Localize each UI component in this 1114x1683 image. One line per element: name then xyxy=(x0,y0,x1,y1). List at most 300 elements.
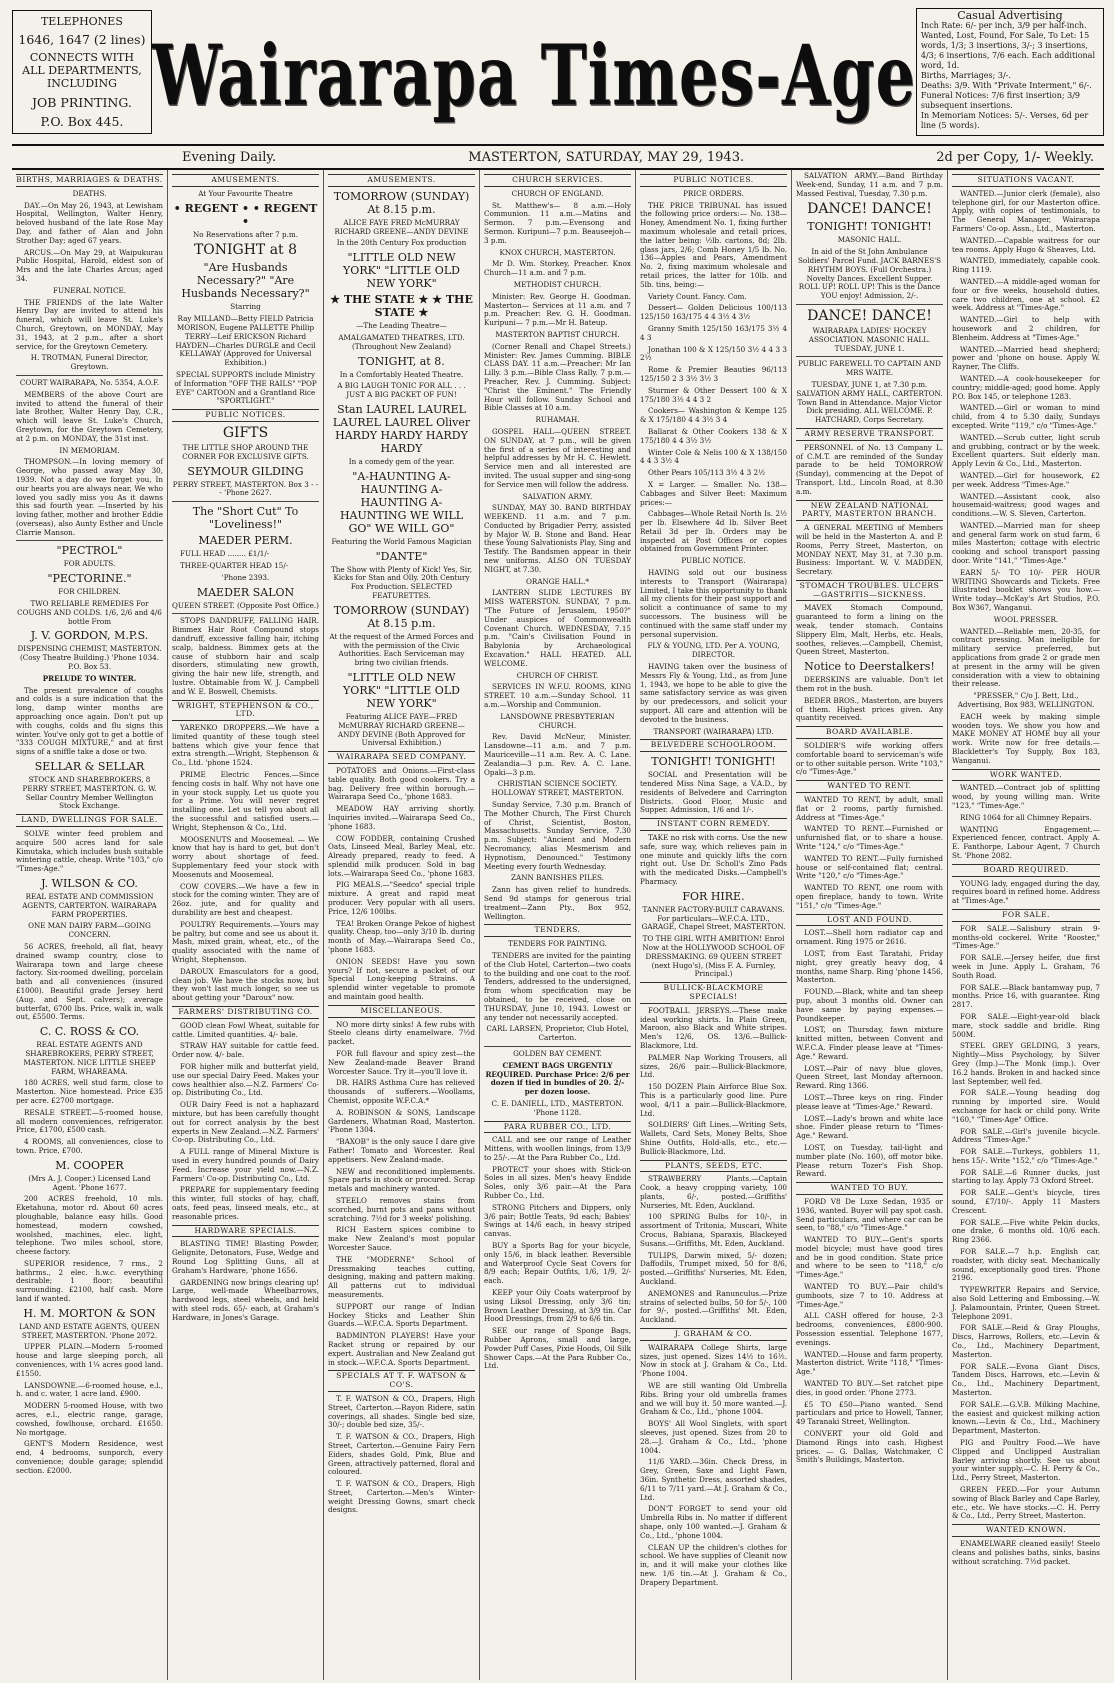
ad-line: QUEEN STREET. (Opposite Post Office.) xyxy=(172,600,319,610)
subheading: ONE MAN DAIRY FARM—GOING CONCERN. xyxy=(28,921,151,940)
notice: WANTED.—Assistant cook, also housemaid-waitress; good wages and conditions.—W. S. Sleven, Carterton. xyxy=(952,491,1100,519)
notice: RICH Eastern spices combine to make New Zealand's most popular Worcester Sauce. xyxy=(328,1225,475,1252)
ad-headline: TONIGHT! TONIGHT! xyxy=(807,220,932,234)
notice: St. Matthew's— 8 a.m.—Holy Communion. 11 a.m.—Matins and Sermon. 7 p.m.—Evensong and Sermon. Kuripuni—7 p.m. Beauseejoh—3 p.m. xyxy=(484,200,631,245)
notice: SOLVE winter feed problem and acquire 500 acres land for sale Kimutaka, which includes bush suitable wintering cattle, cheap. Write "103," c/o "Times-Age." xyxy=(16,829,163,874)
notice: CLEAN UP the children's clothes for school. We have supplies of Cleanit now in, and it will make your clothes like new. 1/6 tin.—At J. Graham & Co., Drapery Department. xyxy=(640,1542,787,1587)
notice: CALL and see our range of Leather Mittens, with woollen linings, from 13/9 to 25/-.—At the Para Rubber Co., Ltd. xyxy=(484,1135,631,1162)
price-table-row: Cookers— Washington & Kempe 125 & X 175/180 4 4 3½ 3 4 xyxy=(640,406,787,425)
notice: WANTED.—Capable waitress for our tea rooms. Apply Hugo & Sheaves, Ltd. xyxy=(952,235,1100,254)
notice: WANTED.—House and farm property. Masterton district. Write "118," "Times-Age." xyxy=(796,1349,943,1377)
telephones-box xyxy=(12,10,152,134)
notice: MAVEX Stomach Compound, guaranteed to form a lining on the weak, tender stomach. Contains Slippery Elm, Malt, Herbs, etc. Heals, soothes, relieves.—Campbell, Chemist, Queen Street, Masterton. xyxy=(796,603,943,657)
subheading: PUBLIC NOTICE. xyxy=(681,556,746,566)
ad-line: THE LITTLE SHOP AROUND THE CORNER FOR EXCLUSIVE GIFTS. xyxy=(182,442,309,461)
notice: LOST, on Tuesday, tail-light and number plate (No. 160), off motor bike. Please return Tozer's Fish Shop. Reward. xyxy=(796,1142,943,1179)
ad-headline: DANCE! DANCE! xyxy=(807,307,932,324)
notice: C. E. DANIELL, LTD., MASTERTON. 'Phone 1128. xyxy=(491,1098,624,1117)
notice: TYPEWRITER Repairs and Service, also Sold Lettering and Embossing.—W. J. Palamountain, Printer, Queen Street. Telephone 2091. xyxy=(952,1285,1100,1321)
section-heading: BULLICK-BLACKMORE SPECIALS! xyxy=(640,982,787,1004)
ad-headline: TONIGHT at 8 xyxy=(193,242,298,259)
notice: NEW and reconditioned implements. Spare parts in stock or procured. Scrap metals and machinery wanted. xyxy=(328,1166,475,1194)
notice: DEERSKINS are valuable. Don't let them rot in the bush. xyxy=(796,675,943,694)
section-heading: CHURCH SERVICES. xyxy=(484,174,631,187)
section-heading: FARMERS' DISTRIBUTING CO. xyxy=(172,1006,319,1019)
dateline-right: 2d per Copy, 1/- Weekly. xyxy=(936,150,1094,165)
section-heading: WAIRARAPA SEED COMPANY. xyxy=(328,751,475,764)
notice: YOUNG lady, engaged during the day, requires board in refined home. Address at "Times-Age." xyxy=(952,878,1100,906)
price-table-row: Rome & Premier Beauties 96/113 125/150 2 3 3½ 3½ 3 xyxy=(640,365,787,383)
subheading: MASTERTON BAPTIST CHURCH. xyxy=(495,329,620,339)
notice: STEEL GREY GELDING, 3 years, Nightly—Miss Psychology, by Silver Grey (Imp.)—The Monk (imp.). Over 16.2 hands. Broken in and hacked since last September, well fed. xyxy=(952,1041,1100,1086)
subheading: CHURCH OF CHRIST. xyxy=(516,670,599,680)
notice: BUY a Sports Bag for your bicycle, only 15/6, in black leather. Reversible and Waterproof Cycle Seat Covers for 8/9 each; Repair Outfits, 1/6, 1/9, 2/- each. xyxy=(484,1241,631,1286)
notice: FOR full flavour and spicy zest—the New Zealand-made Beaver Brand Worcester Sauce. Try it—you'll love it. xyxy=(328,1049,475,1076)
ad-line: —The Leading Theatre— xyxy=(356,321,447,331)
notice: FLY & YOUNG, LTD. Per A. YOUNG, DIRECTOR. xyxy=(647,641,780,660)
notice: BADMINTON PLAYERS! Have your Racket strung or repaired by our expert. Australian and New Zealand gut in stock.—W.F.C.A. Sports Department. xyxy=(328,1331,475,1367)
subheading: COURT WAIRARAPA, No. 5354, A.O.F. xyxy=(19,377,160,387)
ad-headline: ★ THE STATE ★ ★ THE STATE ★ xyxy=(330,293,473,320)
dateline-center: MASTERTON, SATURDAY, MAY 29, 1943. xyxy=(468,150,745,165)
notice: WANTED TO RENT.—Furnished or unfurnished flat, or to share a house. Write "124," c/o "Times-Age." xyxy=(796,824,943,852)
notice: GOOD clean Fowl Wheat, suitable for cattle. Limited quantities. 4/- bale. xyxy=(172,1020,319,1039)
notice: PERSONNEL of No. 13 Company L. of C.M.T. are reminded of the Sunday parade to be held TOMORROW (Sunday), commencing at the Depot of Transport, Ltd., Lincoln Road, at 8.30 a.m. xyxy=(796,442,943,496)
ad-line: In the 20th Century Fox production xyxy=(336,238,467,248)
notice: FOR SALE.—Evona Giant Discs, Tandem Discs, Harrows, etc.—Levin & Co., Ltd., Machinery Department, Masterton. xyxy=(952,1361,1100,1398)
ad-headline: SELLAR & SELLAR xyxy=(34,760,145,774)
notice: STRONG Pitchers and Dippers, only 3/6 pair; Bottle Teats, 9d each; Babies' Swings at 14/6 each, in heavy striped canvas. xyxy=(484,1202,631,1239)
ad-headline: "PECTROL" xyxy=(56,544,123,558)
notice: THE PRICE TRIBUNAL has issued the following price orders:— No. 138—Honey, Amendment No. 1, fixing further maximum wholesale and retail prices, the latter being: ½lb. cartons, 8d; 2lb. glass jars, 2/6; Comb Honey 1/5 lb. No. 136—Apples and Pears, Amendment No. 2, fixing maximum wholesale and retail prices, the latter for 10lb. and 5lb. tins, being:— xyxy=(640,200,787,289)
notice: LOST.—Pair of navy blue gloves, Queen Street, last Monday afternoon. Reward. Ring 1366. xyxy=(796,1063,943,1091)
masthead xyxy=(12,6,1104,146)
subheading: KNOX CHURCH, MASTERTON. xyxy=(499,247,616,257)
notice: Mr D. Wm. Storkey, Preacher. Knox Church—11 a.m. and 7 p.m. xyxy=(484,259,631,278)
ad-line: The Show with Plenty of Kick! Yes, Sir, Kicks for Stan and Olly. 20th Century Fox Production. SELECTED FEATURETTES. xyxy=(330,564,473,600)
column-6 xyxy=(792,170,948,1680)
ad-headline: TONIGHT, at 8. xyxy=(358,354,445,368)
notice: WANTING Engagement.—Experienced fencer, contract. Apply A. E. Fanthorpe, Labour Agent, 7 Church St. 'Phone 2082. xyxy=(952,824,1100,860)
ad-line: Featuring ALICE FAYE—FRED McMURRAY RICHARD GREENE—ANDY DEVINE (Both Approved for Universal Exhibition.) xyxy=(337,711,466,748)
price-table-row: Sturmer & Other Dessert 100 & X 175/180 3½ 4 4 3 2 xyxy=(640,385,787,404)
notice: 200 ACRES freehold, 10 mls. Eketahuna, motor rd. About 60 acres ploughable, balance easy hills. Good homestead, modern cowshed, woolshed, machines, elec. light, telephone. Two miles school, store, cheese factory. xyxy=(16,1194,163,1257)
ad-headline: "DANTE" xyxy=(375,549,428,563)
price-table-row: Other Pears 105/113 3½ 4 3 2½ xyxy=(648,468,766,478)
notice: WANTED.—Girl or woman to mind child, from 4 to 5.30 daily, Sundays excepted. Write "119," c/o "Times-Age." xyxy=(952,403,1100,430)
section-heading: SPECIALS AT T. F. WATSON & CO'S. xyxy=(328,1370,475,1392)
dateline-left: Evening Daily. xyxy=(182,150,277,165)
notice: YARENKO DROPPERS.—We have a limited quantity of these tough steel battens which give your fence that extra strength.—Wright, Stephenson & Co., Ltd. 'phone 1524. xyxy=(172,723,319,768)
subheading: RUHAMAH. xyxy=(535,415,580,425)
subheading: PRICE ORDERS. xyxy=(683,188,744,198)
notice: FOR SALE.—7 h.p. English car, roadster, with dicky seat. Mechanically sound, exceptionally good tires. 'Phone 2196. xyxy=(952,1247,1100,1283)
notice: HAVING taken over the business of Messrs Fly & Young, Ltd., as from June 1, 1943, we hope to be able to give the same satisfactory service as was given by our predecessors, and solicit your support. All care and attention will be devoted to the business. xyxy=(640,662,787,724)
ad-line: STOCK AND SHAREBROKERS, 8 PERRY STREET, MASTERTON. G. W. Sellar Country Member Wellington Stock Exchange. xyxy=(22,775,157,811)
notice: DAY.—On May 26, 1943, at Lewisham Hospital, Wellington, Walter Henry, beloved husband of the late Rose May Day, and father of Alan and John Strother Day; aged 67 years. xyxy=(16,200,163,245)
price-table-row: Winter Cole & Nelis 100 & X 138/150 4 4 3 3½ 4 xyxy=(640,447,787,466)
ad-line: REAL ESTATE AND COMMISSION AGENTS, CARTERTON. WAIRARAPA FARM PROPERTIES. xyxy=(22,892,157,919)
ad-line: LAND AND ESTATE AGENTS, QUEEN STREET, MASTERTON. 'Phone 2072. xyxy=(19,1321,160,1340)
notice: WANTED TO BUY.—Pair child's gumboots, size 7 to 10. Address at "Times-Age." xyxy=(796,1282,943,1309)
notice: TULIPS, Darwin mixed, 5/- dozen; Daffodils, Trumpet mixed, 50 for 8/6, posted.—Griffiths' Nurseries, Mt. Eden, Auckland. xyxy=(640,1250,787,1287)
casual-line: Funeral Notices: 7/6 first insertion; 3/9 subsequent insertions. xyxy=(920,91,1080,110)
ad-line: Ray MILLAND—Betty FIELD Patricia MORISON, Eugene PALLETTE Phillip TERRY—Leif ERICKSON Richard HAYDEN—Charles DURGLE and Cecil KELLAWAY (Approved for Universal Exhibition.) xyxy=(175,314,316,368)
price-table-row: Ballarat & Other Cookers 138 & X 175/180 4 4 3½ 3½ xyxy=(640,426,787,445)
notice: WAIRARAPA LADIES' HOCKEY ASSOCIATION. MASONIC HALL. TUESDAY, JUNE 1. xyxy=(808,325,931,353)
notice: FOR SALE.—Eight-year-old black mare, stock saddle and bridle. Ring 500M. xyxy=(952,1011,1100,1039)
notice: FOR SALE.—Jersey heifer, due first week in June. Apply L. Graham, 76 South Road. xyxy=(952,953,1100,980)
notice: ANEMONES and Ranunculus.—Prize strains of selected bulbs, 50 for 5/-, 100 for 9/-, posted.—Griffiths' Mt. Eden, Auckland. xyxy=(640,1288,787,1325)
section-heading: BOARD REQUIRED. xyxy=(952,864,1100,877)
section-heading: J. GRAHAM & CO. xyxy=(640,1328,787,1341)
phone-title: TELEPHONES xyxy=(40,15,123,29)
film-title: "LITTLE OLD NEW YORK" "LITTLE OLD NEW YORK" xyxy=(343,251,460,291)
notice: DON'T FORGET to send your old Umbrella Ribs in. No matter if different shape, only 100 wanted.—J. Graham & Co., Ltd., 'phone 1004. xyxy=(640,1504,787,1540)
notice: A GENERAL MEETING of Members will be held in the Masterton A. and P. Rooms, Perry Street, Masterton, on MONDAY NEXT, May 31, at 7.30 p.m. Business: Important. W. V. MADDEN, Secretary. xyxy=(796,523,943,577)
notice: MODERN 5-roomed House, with two acres, e.l., electric range, garage, cowshed, fowlhouse, orchard. £1650. No mortgage. xyxy=(16,1401,163,1437)
notice: FOR SALE.—G.V.B. Milking Machine, the easiest and quickest milking action known.—Levin & Co., Ltd., Machinery Department, Masterton. xyxy=(952,1399,1100,1436)
notice: 11/6 YARD.—36in. Check Dress, in Grey, Green, Saxe and Light Fawn, 36in. Synthetic Dress, assorted shades, 6/11 to 7/11 yard.—At J. Graham & Co., Ltd. xyxy=(640,1457,787,1502)
ad-line: At the request of the Armed Forces and with the permission of the Civic Authorities. Each Serviceman may bring two civilian friends. xyxy=(329,631,474,668)
notice: ENAMELWARE cleaned easily! Steelo cleans and polishes baths, sinks, basins without scratching. 7½d packet. xyxy=(952,1538,1100,1566)
casual-line: Wanted, Lost, Found, For Sale, To Let: 15 words, 1/3; 3 insertions, 3/-; 3 insertions, 4/3; 6 insertions, 7/6 each. Each additional word, 1d. xyxy=(920,31,1096,70)
ad-line: In a comedy gem of the year. xyxy=(348,456,455,466)
notice: STOPS DANDRUFF, FALLING HAIR. Bimmex Hair Root Compound stops dandruff, excessive falling hair, itching scalp, baldness. Bimmex gets at the cause of stubborn hair and scalp disorders, stimulating new growth, giving the hair new life, strength, and lustre. Obtainable from W. J. Campbell and W. E. Boswell, Chemists. xyxy=(172,616,319,696)
phone-connects: CONNECTS WITH ALL DEPARTMENTS, INCLUDING xyxy=(22,51,142,91)
ad-line: A BIG LAUGH TONIC FOR ALL . . . JUST A BIG PACKET OF FUN! xyxy=(337,381,466,400)
notice: The present prevalence of coughs and colds is a sure indication that the long, damp winter months are approaching once again. Don't put up with coughs, colds and flu signs this winter. You've only got to get a bottle of "333 COUGH MIXTURE," and at first signs of a sniffle take a dose or two. xyxy=(16,685,163,757)
subheading: TENDERS FOR PAINTING. xyxy=(508,939,607,949)
notice: COW FODDER, containing Crushed Oats, Linseed Meal, Barley Meal, etc. Already prepared, ready to feed. A splendid milk producer. Sold in bag lots.—Wairarapa Seed Co., 'phone 1683. xyxy=(328,833,475,878)
section-heading: INSTANT CORN REMEDY. xyxy=(640,818,787,831)
ad-headline: M. COOPER xyxy=(55,1158,124,1172)
ad-headline: FOR HIRE. xyxy=(682,889,745,903)
ad-headline: C. C. ROSS & CO. xyxy=(39,1025,140,1039)
notice: STEELO removes stains from scorched, burnt pots and pans without scratching. 7½d for 3 weeks' polishing. xyxy=(328,1195,475,1223)
notice: CARL LARSEN, Proprietor, Club Hotel, Carterton. xyxy=(486,1024,629,1043)
ad-headline: • REGENT • • REGENT • xyxy=(173,201,318,228)
ad-line: Starring xyxy=(230,302,261,312)
ad-headline: "PECTORINE." xyxy=(47,572,132,586)
notice: Minister: Rev. George H. Goodman. Masterton— Services at 11 a.m. and 7 p.m. Preacher: Rev. G. H. Goodman. Kuripuni— 7 p.m.—Mr H. Bateup. xyxy=(484,291,631,328)
section-heading: WANTED KNOWN. xyxy=(952,1524,1100,1537)
notice: POTATOES and Onions.—First-class table quality. Both good cookers. Try a bag. Delivery free within borough.—Wairarapa Seed Co., 'phone 1683. xyxy=(328,765,475,802)
section-heading: LAND, DWELLINGS FOR SALE. xyxy=(16,814,163,827)
notice: PROTECT your shoes with Stick-on Soles in all sizes. Men's heavy Endide Soles, only 3/6 pair.—At the Para Rubber Co., Ltd. xyxy=(484,1164,631,1201)
subheading: GOLDEN BAY CEMENT. xyxy=(513,1048,602,1058)
notice: PRIME Electric Fences.—Since fencing costs in half. Why not have one in your stock supply. Let us quote you for a Prime. You will never regret installing one. Let us tell you about all the successful and satisfied users.—Wright, Stephenson & Co., Ltd. xyxy=(172,770,319,832)
ad-line: (Mrs A. J. Cooper.) Licensed Land Agent. 'Phone 1677. xyxy=(28,1173,151,1192)
notice: GARDENING now brings clearing up! Large, well-made Wheelbarrows, hardwood legs, steel wheels, and held with steel rods. 65/- each, at Graham's Hardware, in Jones's Garage. xyxy=(172,1277,319,1322)
notice: Zann has given relief to hundreds. Send 9d stamps for generous trial treatment—Zann Pty., Box 952, Wellington. xyxy=(484,885,631,921)
notice: OUR Dairy Feed is not a haphazard mixture, but has been carefully thought out for correct analysis by the best experts in New Zealand.—N.Z. Farmers' Co-op. Distributing Co., Ltd. xyxy=(172,1100,319,1145)
notice: PREPARE for supplementary feeding this winter, full stocks of hay, chaff, oats, feed peas, linseed meals, etc., at reasonable prices. xyxy=(172,1185,319,1221)
notice: SOLDIERS' Gift Lines.—Writing Sets, Wallets, Card Sets, Money Belts, Shoe Shine Outfits, Hold-alls, etc., etc.—Bullick-Blackmore, Ltd. xyxy=(640,1120,787,1156)
section-heading: TENDERS. xyxy=(484,924,631,937)
notice: SOLDIER'S wife working offers comfortable board to serviceman's wife or to other suitable person. Write "103," c/o "Times-Age." xyxy=(796,741,943,777)
notice: Cabbages—Whole Retail North Is. 2½ per lb. Elsewhere 4d lb. Silver Beet Retail 3d per lb. Orders may be inspected at Post Offices or copies obtained from Government Printer. xyxy=(640,509,787,554)
notice: WANTED TO RENT, by adult, small flat or 2 rooms, partly furnished. Address at "Times-Age." xyxy=(796,795,943,822)
notice: TENDERS are invited for the painting of the Club Hotel, Carterton—two coats to the building and one coat to the roof. Tenders, addressed to the undersigned, from whom specification may be obtained, to be received, close on THURSDAY, June 10, 1943. Lowest or any tender not necessarily accepted. xyxy=(484,950,631,1022)
section-heading: WANTED TO BUY. xyxy=(796,1182,943,1195)
divider xyxy=(796,356,943,357)
section-heading: PLANTS, SEEDS, ETC. xyxy=(640,1160,787,1173)
notice: WAIRARAPA College Shirts, large sizes, just opened. Sizes 14½ to 16½. Now in stock at J. Graham & Co., Ltd. 'Phone 1004. xyxy=(640,1342,787,1379)
film-title: "LITTLE OLD NEW YORK" "LITTLE OLD NEW YORK" xyxy=(343,670,460,710)
notice: SUPERIOR residence, 7 rms., 2 bathrms., 2 elec. h.w.c. everything desirable; 1 floor; beautiful surrounding. £2100, half cash. More land if wanted. xyxy=(16,1258,163,1304)
subheading: FUNERAL NOTICE. xyxy=(52,285,127,295)
section-heading: BELVEDERE SCHOOLROOM. xyxy=(640,739,787,752)
notice: 56 ACRES, freehold, all flat, heavy drained swamp country, close to Wairarapa town and large cheese factory. Six-roomed dwelling, porcelain bath and all conveniences (insured £1000). Beautiful grade Jersey herd (Aug. and Sept. calvers); average butterfat, 6700 lbs. Price, walk in, walk out, £5500. Terms. xyxy=(16,941,163,1022)
ad-headline: GIFTS xyxy=(222,424,269,441)
notice: GENT'S Modern Residence, west end, 4 bedrooms, sunporch, every convenience; double garage; splendid section. £2000. xyxy=(16,1439,163,1475)
subheading: ORANGE HALL.* xyxy=(526,576,589,586)
notice: THOMPSON.—In loving memory of George, who passed away May 30, 1939. Not a day do we forget you, In our hearts you are always near, We who loved you sadly miss you As it dawns this sad fourth year. —Inserted by his loving father, mother and brother Eddie (overseas), also Aunty Esther and Uncle Clarrie Manson. xyxy=(16,457,163,537)
notice: ONION SEEDS! Have you sown yours? If not, secure a packet of our Special Long-keeping Strains. A splendid winter vegetable to promote and maintain good health. xyxy=(328,956,475,1002)
casual-advertising-box xyxy=(916,8,1104,136)
notice: 100 SPRING Bulbs for 10/-, in assortment of Tritonia, Muscari, White Crocus, Babiana, Sparaxis, Blackeyed Susans.—Griffiths, Mt. Eden, Auckland. xyxy=(640,1212,787,1248)
ad-line: TWO RELIABLE REMEDIES For COUGHS AND COLDS. 1/6, 2/6 and 4/6 bottle From xyxy=(17,599,162,626)
ad-line: 'Phone 2393. xyxy=(221,572,270,582)
column-4 xyxy=(480,170,636,1680)
dateline xyxy=(12,146,1104,170)
ad-line: ALICE FAYE FRED McMURRAY RICHARD GREENE—ANDY DEVINE xyxy=(334,217,469,236)
notice: SUNDAY, MAY 30. BAND BIRTHDAY WEEKEND. 11 a.m. and 7 p.m. Conducted by Brigadier Perry, assisted by Major W. B. Stone and Band. Hear these Young Salvationists Play, Sing and Testify. The Bandsmen appear in their new uniforms. ALSO ON TUESDAY NIGHT, at 7.30. xyxy=(484,503,631,574)
ad-line: REAL ESTATE AGENTS AND SHAREBROKERS, PERRY STREET, MASTERTON. NICE LITTLE SHEEP FARM, WHAREAMA. xyxy=(23,1040,156,1076)
subheading: LANSDOWNE PRESBYTERIAN CHURCH. xyxy=(500,711,615,730)
notice: RING 1064 for all Chimney Repairs. xyxy=(960,812,1092,822)
section-heading: PUBLIC NOTICES. xyxy=(640,174,787,187)
notice: MOOSENUTS and Moosemeal. — We know that hay is hard to get, but don't worry about shortage of feed. Supplementary feed your stock with Moosenuts and Moosemeal. xyxy=(172,834,319,879)
notice: In aid of the St John Ambulance Soldiers' Parcel Fund. JACK BARNES'S RHYTHM BOYS. (Full Orchestra.) Novelty Dances. Excellent Supper. ROLL UP! ROLL UP! This is the Dance YOU enjoy! Admission, 2/-. xyxy=(797,247,942,301)
notice: FOUND.—Black, white and tan sheep pup, about 3 months old. Owner can have same by paying expenses.—Poundkeeper. xyxy=(796,987,943,1023)
notice: KEEP your Oily Coats waterproof by using Liksol Dressing, only 3/6 tin; Brown Leather Dressing, at 3/9 tin. Car Hood Dressings, from 2/9 to 6/6 tin. xyxy=(484,1288,631,1324)
notice: UPPER PLAIN.—Modern 5-roomed house and large sleeping porch, all conveniences, with 1¼ acres good land. £1550. xyxy=(16,1342,163,1378)
column-1 xyxy=(12,170,168,1680)
notice: TAKE no risk with corns. Use the new safe, sure way, which relieves pain in one minute and quickly lifts the corn right out. Use Dr. Scholl's Zino Pads with the medicated Disks.—Campbell's Pharmacy. xyxy=(640,833,787,886)
notice: WANTED.—Junior clerk (female), also telephone girl, for our Masterton office. Apply, with copies of testimonials, to The General Manager, Wairarapa Farmers' Co-op. Assn., Ltd., Masterton. xyxy=(952,188,1100,233)
column-3 xyxy=(324,170,480,1680)
notice: WANTED.—Girl for housework, £2 per week. Address "Times-Age." xyxy=(952,470,1100,489)
notice: SEE our range of Sponge Bags, Rubber Aprons, small and large, Powder Puff Cases, Pixie Hoods, Oil Silk Shower Caps.—At the Para Rubber Co., Ltd. xyxy=(484,1326,631,1371)
ad-line: SPECIAL SUPPORTS include Ministry of Information "OFF THE RAILS" "POP EYE" CARTOON and a Grantland Rice "SPORTLIGHT." xyxy=(174,369,317,406)
section-heading: ARMY RESERVE TRANSPORT. xyxy=(796,428,943,441)
notice: PIG MEALS.—"Seedco" special triple mixture. A great and rapid meat producer. Very popular with all users. Price, 12/6 100lbs. xyxy=(328,880,475,916)
notice: LOST.—Three keys on ring. Finder please leave at "Times-Age." Reward. xyxy=(796,1092,943,1111)
subheading: CHURCH OF ENGLAND. xyxy=(511,188,604,198)
section-heading: WANTED TO RENT. xyxy=(796,780,943,793)
casual-line: Births, Marriages; 3/-. xyxy=(920,71,1011,80)
notice: NO more dirty sinks! A few rubs with Steelo cleans dirty enamelware. 7½d packet. xyxy=(328,1019,475,1047)
divider xyxy=(172,613,319,614)
notice: FOR SALE.—Young heading dog running by imported sire. Would exchange for hack or child pony. Write "160," "Times-Age" Office. xyxy=(952,1088,1100,1124)
casual-line: In Memoriam Notices: 5/-. Verses, 6d per line (5 words). xyxy=(920,111,1089,130)
title-box xyxy=(152,6,916,144)
ad-headline: H. M. MORTON & SON xyxy=(23,1306,156,1320)
notice: PIG and Poultry Food.—We have Clipped and Unclipped Australian Barley arriving shortly. See us about your winter supply.—C. H. Perry & Co., Ltd., Perry Street, Masterton. xyxy=(952,1438,1100,1483)
ad-headline: The "Short Cut" To "Loveliness!" xyxy=(192,505,299,532)
casual-title: Casual Advertising xyxy=(957,9,1063,22)
ad-headline: MAEDER PERM. xyxy=(198,534,293,548)
subheading: SALVATION ARMY. xyxy=(522,491,593,501)
notice: GOSPEL HALL—QUEEN STREET. ON SUNDAY, at 7 p.m., will be given the first of a series of interesting and helpful addresses by Mr H. C. Hewlett. Service men and all interested are invited. The usual supper and sing-song for Service men will follow the address. xyxy=(484,426,631,489)
notice: MEADOW HAY arriving shortly. Inquiries invited.—Wairarapa Seed Co., 'phone 1683. xyxy=(328,804,475,831)
subheading: MASONIC HALL. xyxy=(837,235,902,245)
section-heading: BIRTHS, MARRIAGES & DEATHS. xyxy=(16,174,163,187)
notice: T. F. WATSON & CO., Drapers, High Street, Carterton.—Rayon Ridere, satin coverings, all shades. Single bed size, 30/-; double bed size, 35/-. xyxy=(328,1393,475,1430)
notice: FOR higher milk and butterfat yield, use our special Dairy Feed. Makes your cows healthier also.—N.Z. Farmers' Co-op. Distributing Co., Ltd. xyxy=(172,1061,319,1098)
notice: WANTED TO RENT, one room with open fireplace, handy to town. Write "151," c/o "Times-Age." xyxy=(796,883,943,910)
notice: T. F. WATSON & CO., Drapers, High Street, Carterton.—Genuine Fairy Fern Eiders, shades Gold, Pink, Blue and Green, attractively patterned, floral and coloured. xyxy=(328,1432,475,1477)
notice: A. ROBINSON & SONS, Landscape Gardeners, Whatman Road, Masterton. 'Phone 1304. xyxy=(328,1107,475,1135)
notice: Sunday Service, 7.30 p.m. Branch of The Mother Church, The First Church of Christ, Scientist, Boston, Massachusetts. Sunday Service, 7.30 p.m. Subject: "Ancient and Modern Necromancy, alias Mesmerism and Hypnotism, Denounced." Testimony Meeting every fourth Wednesday. xyxy=(484,800,631,871)
notice: LANTERN SLIDE LECTURES BY MISS WATERSTON. SUNDAY, 7 p.m. "The Future of Jerusalem, 1950?" Under auspices of Commonwealth Covenant Church. WEDNESDAY, 7.15 p.m. "Cain's Civilisation Found in Babylonia by Archaeological Excavation." HALL HEATED. ALL WELCOME. xyxy=(484,588,631,668)
ad-headline: TOMORROW (SUNDAY) At 8.15 p.m. xyxy=(333,603,470,630)
notice: TRANSPORT (WAIRARAPA) LTD. xyxy=(653,726,774,736)
notice: "BAXOB" is the only sauce I dare give Father! Tomato and Worcester. Real appetisers. New Zealand-made. xyxy=(328,1137,475,1164)
cast-list: Stan LAUREL LAUREL LAUREL LAUREL Oliver HARDY HARDY HARDY HARDY xyxy=(332,402,471,455)
notice: WANTED.—A cook-housekeeper for country; middle-aged; good home. Apply P.O. Box 145, or telephone 1283. xyxy=(952,373,1100,401)
section-heading: AMUSEMENTS. xyxy=(172,174,319,187)
divider xyxy=(16,375,163,376)
notice: Rev. David McNeur, Minister. Lansdowne—11 a.m. and 7 p.m. Mauriceville—11 a.m. Rev. A. C. Lane. Zealandia—3 p.m. Rev. A. C. Lane. Opaki—3 p.m. xyxy=(484,732,631,777)
notice: BEDER BROS., Masterton, are buyers of them. Highest prices given. Any quantity received. xyxy=(796,695,943,723)
notice: WANTED TO BUY.—Gent's sports model bicycle; must have good tires and be in good condition. State price and where to be seen to "118," c/o "Times-Age." xyxy=(796,1235,943,1280)
notice: FOR SALE.—Girl's juvenile bicycle. Address "Times-Age." xyxy=(952,1126,1100,1145)
subheading: WOOL PRESSER. xyxy=(993,614,1059,624)
casual-line: Inch Rate: 6/- per inch, 3/9 per half-inch. xyxy=(920,21,1087,30)
price-line: THREE-QUARTER HEAD 15/- xyxy=(180,560,289,570)
divider xyxy=(796,304,943,305)
notice: MEMBERS of the above Court are invited to attend the funeral of their late Brother, Walter Henry Day, C.R., which will leave St. Luke's Church, Greytown, for the Greytown Cemetery, at 2 p.m. on MONDAY, the 31st inst. xyxy=(16,389,163,443)
ad-line: AMALGAMATED THEATRES, LTD. (Throughout New Zealand) xyxy=(338,332,465,351)
notice: DAROUX Emasculators for a good, clean job. We have the stocks now, but they won't last much longer, so see us about getting your "Daroux" now. xyxy=(172,966,319,1003)
notice: WANTED.—Married head shepherd; power and 'phone on house. Apply W. Rayner, The Cliffs. xyxy=(952,344,1100,372)
ad-headline: J. V. GORDON, M.P.S. xyxy=(30,629,149,643)
column-5 xyxy=(636,170,792,1680)
notice: SERVICES IN W.F.U. ROOMS, KING STREET. 10 a.m.—Sunday School. 11 a.m.—Worship and Communion. xyxy=(484,682,631,710)
ad-line: PERRY STREET, MASTERTON. Box 3 - - - 'Phone 2627. xyxy=(172,479,319,498)
notice: T. F. WATSON & CO., Drapers, High Street, Carterton.—Men's Winter-weight Dressing Gowns, smart check designs. xyxy=(328,1479,475,1515)
section-heading: PUBLIC NOTICES. xyxy=(172,409,319,422)
notice: WANTED.—Married man for sheep and general farm work on stud farm, 6 miles Masterton; cottage with electric cooking and school transport passing door. Write "141," "Times-Age." xyxy=(952,520,1100,566)
film-title: "A-HAUNTING A-HAUNTING A-HAUNTING A-HAUNTING WE WILL GO" WE WILL GO" xyxy=(339,469,464,535)
notice: WE are still wanting Old Umbrella Ribs. Bring your old umbrella frames and we will buy it. 50 more wanted.—J. Graham & Co., Ltd., 'phone 1004. xyxy=(640,1381,787,1417)
ad-line: FOR CHILDREN. xyxy=(58,587,121,597)
notice: H. TROTMAN, Funeral Director, Greytown. xyxy=(30,353,149,372)
ad-line: DISPENSING CHEMIST, MASTERTON. (Cosy Theatre Building.) 'Phone 1034. P.O. Box 53. xyxy=(17,644,162,672)
notice: WANTED.—Scrub cutter, light scrub and grubbing, contract or by the week. Excellent quarters. Suit elderly man. Apply Levin & Co., Ltd., Masterton. xyxy=(952,432,1100,469)
notice: THE FRIENDS of the late Walter Henry Day are invited to attend his funeral, which will leave St. Luke's Church, Greytown, on MONDAY, May 31, 1943, at 2 p.m., after a short service, for the Greytown Cemetery. xyxy=(16,297,163,351)
notice: CONVERT your old Gold and Diamond Rings into cash. Highest prices. — G. Dallas, Watchmaker, C Smith's Buildings, Masterton. xyxy=(796,1429,943,1465)
notice: FOR SALE.—Reid & Gray Ploughs, Discs, Harrows, Rollers, etc.—Levin & Co., Ltd., Machinery Department, Masterton. xyxy=(952,1323,1100,1359)
ad-line: At Your Favourite Theatre xyxy=(198,188,293,198)
subheading: DEATHS. xyxy=(72,188,107,198)
notice: FOR SALE.—Salisbury strain 9-months-old cockerel. Write "Rooster," "Times-Age." xyxy=(952,923,1100,951)
section-heading: WRIGHT, STEPHENSON & CO., LTD. xyxy=(172,700,319,722)
notice: 150 DOZEN Plain Airforce Blue Sox. This is a particularly good line. Pure wool, 4/11 a pair.—Bullick-Blackmore, Ltd. xyxy=(640,1082,787,1118)
notice: PALMER Nap Working Trousers, all sizes, 26/6 pair.—Bullick-Blackmore, Ltd. xyxy=(640,1052,787,1080)
notice: LOST, from East Taratahi, Friday night, grey greatly heavy dog, 4 months, name Sharp. Ring 'phone 1456, Masterton. xyxy=(796,948,943,985)
ad-line: FOR ADULTS. xyxy=(63,559,116,569)
section-heading: SITUATIONS VACANT. xyxy=(952,174,1100,187)
notice: X = Larger. — Smaller. No. 138—Cabbages and Silver Beet: Maximum prices:— xyxy=(640,479,787,507)
price-line: FULL HEAD ........ £1/1/- xyxy=(180,549,270,559)
notice: HAVING sold out our business interests to Transport (Wairarapa) Limited, I take this opportunity to thank all my clients for their past support and solicit a continuance of same to my successors. The business will be continued with the same staff under my personal supervision. xyxy=(640,568,787,639)
section-heading: LOST AND FOUND. xyxy=(796,914,943,927)
notice: THE "MODERNE" School of Dressmaking teaches cutting, designing, making and pattern making. All patterns cut to individual measurements. xyxy=(328,1254,475,1299)
notice: TO THE GIRL WITH AMBITION! Enrol Now at the HOLLYWOOD SCHOOL OF DRESSMAKING. 69 QUEEN STREET (next Hugo's), (Miss F. A. Furnley, Principal.) xyxy=(642,934,785,979)
notice: WANTED TO BUY.—Set ratchet pipe dies, in good order. 'Phone 2773. xyxy=(796,1379,943,1397)
notice: TEA! Broken Orange Pekoe of highest quality. Cheap, too—only 3/10 lb. during month of May.—Wairarapa Seed Co., 'phone 1683. xyxy=(328,918,475,955)
price-table-head: Variety Count. Fancy. Com. xyxy=(648,291,747,301)
notice: SUPPORT our range of Indian Hockey Sticks and Leather Shin Guards.—W.F.C.A. Sports Department. xyxy=(328,1301,475,1329)
price-table-row: Jonathan 100 & X 125/150 3½ 4 4 3 3 2½ xyxy=(640,344,787,363)
notice: FOOTBALL JERSEYS.—These make ideal working shirts. In Plain Green, Maroon, also Black and White stripes. Men's 12/6, OS. 13/6.—Bullick-Blackmore, Ltd. xyxy=(640,1005,787,1050)
phone-numbers: 1646, 1647 (2 lines) xyxy=(18,32,146,48)
ad-headline: J. WILSON & CO. xyxy=(41,877,138,890)
notice: POULTRY Requirements.—Yours may be paltry, but come and see us about it. Mash, mixed grain, wheat, etc., of the quality associated with the name of Wright, Stephenson. xyxy=(172,919,319,965)
column-7 xyxy=(948,170,1104,1680)
section-heading: NEW ZEALAND NATIONAL PARTY, MASTERTON BRANCH. xyxy=(796,500,943,522)
notice: DR. HAIRS Asthma Cure has relieved thousands of sufferers.—Woollams, Chemist, opposite W.F.C.A.* xyxy=(328,1078,475,1106)
section-heading: MISCELLANEOUS. xyxy=(328,1005,475,1018)
notice: FOR SALE.—Black bantamway pup, 7 months. Price 16, with guarantee. Ring 2817. xyxy=(952,982,1100,1010)
subheading: ZANN BANISHES PILES. xyxy=(511,873,604,883)
notice: CEMENT BAGS URGENTLY REQUIRED. Purchase Price: 2/6 per dozen if tied in bundles of 20. 2/- per dozen loose. xyxy=(485,1060,630,1097)
notice: WANTED.—Girl to help with housework and 2 children, for Blenheim. Address at "Times-Age." xyxy=(952,315,1100,342)
notice: EARN 5/- TO 10/- PER HOUR WRITING Showcards and Tickets. Free illustrated booklet shows you how.—Write today—McKay's Art Studios, P.O. Box W367, Wanganui. xyxy=(952,567,1100,613)
notice: 180 ACRES, well stud farm, close to Masterton. Nice homestead. Price £35 per acre. £2700 mortgage. xyxy=(16,1078,163,1105)
subheading: PRELUDE TO WINTER. xyxy=(42,673,137,683)
column-2 xyxy=(168,170,324,1680)
divider xyxy=(172,501,319,502)
ad-line: In a Comfortably Heated Theatre. xyxy=(339,369,464,379)
divider xyxy=(484,1046,631,1047)
notice: LOST.—Shell horn radiator cap and ornament. Ring 1975 or 2616. xyxy=(796,928,943,947)
ad-headline: MAEDER SALON xyxy=(196,585,295,599)
notice: SALVATION ARMY.—Band Birthday Week-end, Sunday, 11 a.m. and 7 p.m. Massed Festival, Tuesday, 7.30 p.m. xyxy=(796,171,943,198)
section-heading: FOR SALE. xyxy=(952,909,1100,922)
notice: GREEN FEED.—For your Autumn sowing of Black Barley and Cape Barley, etc., etc. We have stocks.—C. H. Perry & Co., Ltd., Perry Street, Masterton. xyxy=(952,1484,1100,1521)
notice: FORD V8 De Luxe Sedan, 1935 or 1936, wanted. Buyer will pay spot cash. Send particulars, and where car can be seen, to "88," c/o "Times-Age." xyxy=(796,1196,943,1233)
notice: 4 ROOMS, all conveniences, close to town. Price, £700. xyxy=(16,1137,163,1155)
section-heading: WORK WANTED. xyxy=(952,769,1100,782)
section-heading: PARA RUBBER CO., LTD. xyxy=(484,1121,631,1134)
columns xyxy=(12,170,1104,1680)
section-heading: STOMACH TROUBLES. ULCERS—GASTRITIS—SICKNESS. xyxy=(796,580,943,602)
notice: WANTED.—Reliable men, 20-35, for contract pressing. Man ineligible for military service preferred, but applications from grade 2 or grade men at present in the army will be given consideration with a view to obtaining their release. xyxy=(952,626,1100,689)
casual-line: Deaths: 3/9. With "Private Interment," 6/-. xyxy=(920,81,1092,90)
notice: (Corner Renall and Chapel Streets.) Minister: Rev. James Cumming. BIBLE CLASS DAY. 11 a.m.—Preacher: Mr Ian Lilly. 3 p.m.—Bible Class Rally. 7 p.m.—Preacher, Rev. J. Cumming. Subject: "Christ the Eminent." The Friendly Hour will follow. Sunday School and Bible Classes at 10 a.m. xyxy=(484,341,631,413)
notice: FOR SALE.—Five white Pekin ducks, one drake, 6 months old. 10/6 each. Ring 2366. xyxy=(952,1217,1100,1245)
section-heading: AMUSEMENTS. xyxy=(328,174,475,187)
ad-headline: SEYMOUR GILDING xyxy=(187,464,304,478)
ad-headline: TONIGHT! TONIGHT! xyxy=(651,755,776,769)
notice: BLASTING TIME! Blasting Powder, Gelignite, Detonators, Fuse, Wedge and Round Log Splitting Guns, all at Graham's Hardware, 'phone 1656. xyxy=(172,1239,319,1275)
notice: LANSDOWNE.—6-roomed house, e.l., h. and c. water, 1 acre land. £900. xyxy=(16,1380,163,1399)
notice: WANTED.—Contract job of splitting wood, by young willing man. Write "123," "Times-Age." xyxy=(952,783,1100,810)
notice: BOYS' All Wool Singlets, with sport sleeves, just opened. Sizes from 20 to 28.—J. Graham & Co., Ltd., 'phone 1004. xyxy=(640,1419,787,1455)
notice: WANTED.—A middle-aged woman for four or five weeks, household duties, care two children, one at school. £2 week. Address at "Times-Age." xyxy=(952,276,1100,313)
subheading: CHRISTIAN SCIENCE SOCIETY. HOLLOWAY STREET, MASTERTON. xyxy=(491,779,624,798)
price-table-row: Granny Smith 125/150 163/175 3½ 4 4 3 xyxy=(640,323,787,342)
notice: TUESDAY, JUNE 1, at 7.30 p.m. SALVATION ARMY HALL, CARTERTON. Town Band in Attendance. Major Victor Dick presiding. ALL WELCOME. P. HATCHARD, Corps Secretary. xyxy=(796,379,943,425)
notice: WANTED, immediately, capable cook. Ring 1119. xyxy=(952,256,1100,275)
notice: "PRESSER," C/o J. Bett, Ltd., Advertising, Box 983, WELLINGTON. xyxy=(957,691,1095,710)
subheading: METHODIST CHURCH. xyxy=(513,279,602,289)
